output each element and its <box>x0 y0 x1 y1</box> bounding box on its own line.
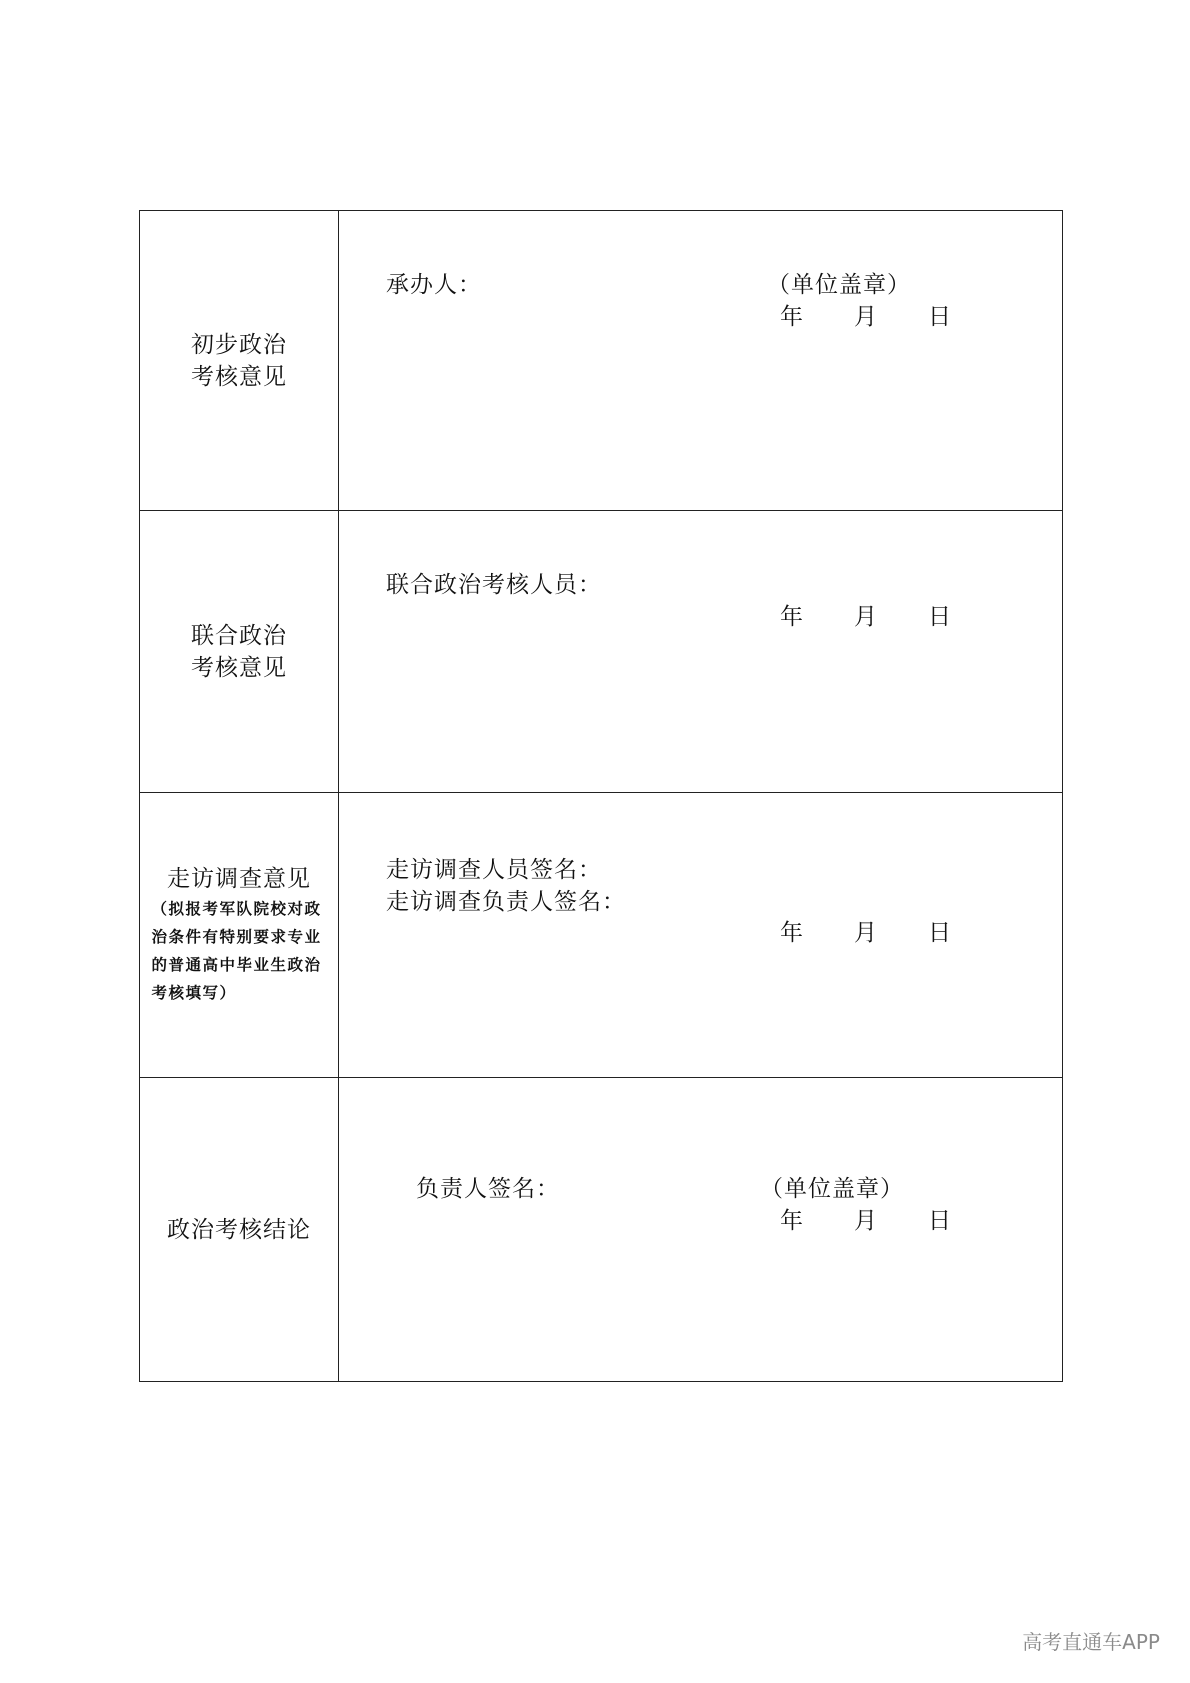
joint-reviewers-label: 联合政治考核人员： <box>386 572 602 598</box>
date-year-label: 年 <box>780 1208 803 1234</box>
investigator-signature-label: 走访调查人员签名： <box>386 857 602 883</box>
label-line: 考核意见 <box>191 363 287 390</box>
investigation-lead-signature-label: 走访调查负责人签名： <box>386 889 626 915</box>
date-day-label: 日 <box>928 1208 951 1234</box>
content-cell-visit-investigation[interactable] <box>339 793 1062 1077</box>
date-month-label: 月 <box>854 604 877 630</box>
watermark-text: 高考直通车APP <box>1022 1630 1160 1654</box>
date-year-label: 年 <box>780 304 803 330</box>
date-year-label: 年 <box>780 920 803 946</box>
content-cell-preliminary-review[interactable] <box>339 211 1062 510</box>
label-cell-joint-review <box>140 511 339 792</box>
handler-label: 承办人： <box>386 272 482 298</box>
date-day-label: 日 <box>928 604 951 630</box>
responsible-person-signature-label: 负责人签名： <box>416 1176 560 1202</box>
date-day-label: 日 <box>928 304 951 330</box>
unit-seal-label: （单位盖章） <box>760 1176 904 1202</box>
date-month-label: 月 <box>854 304 877 330</box>
label-line: 联合政治 <box>191 622 287 649</box>
content-cell-joint-review[interactable] <box>339 511 1062 792</box>
unit-seal-label: （单位盖章） <box>767 272 911 298</box>
date-month-label: 月 <box>854 920 877 946</box>
label-line: 考核意见 <box>191 654 287 681</box>
date-month-label: 月 <box>854 1208 877 1234</box>
row-joint-review <box>140 511 1062 793</box>
label-title: 走访调查意见 <box>167 866 311 892</box>
row-review-conclusion <box>140 1078 1062 1381</box>
label-cell-review-conclusion <box>140 1078 339 1381</box>
label-title: 政治考核结论 <box>167 1216 311 1243</box>
row-visit-investigation <box>140 793 1062 1078</box>
date-day-label: 日 <box>928 920 951 946</box>
label-note: （拟报考军队院校对政治条件有特别要求专业的普通高中毕业生政治考核填写） <box>151 900 322 1002</box>
content-cell-review-conclusion[interactable] <box>339 1078 1062 1381</box>
date-year-label: 年 <box>780 604 803 630</box>
label-cell-preliminary-review <box>140 211 339 510</box>
row-preliminary-review <box>140 211 1062 511</box>
label-cell-visit-investigation <box>140 793 339 1077</box>
label-line: 初步政治 <box>191 331 287 358</box>
political-review-form-table <box>139 210 1063 1382</box>
